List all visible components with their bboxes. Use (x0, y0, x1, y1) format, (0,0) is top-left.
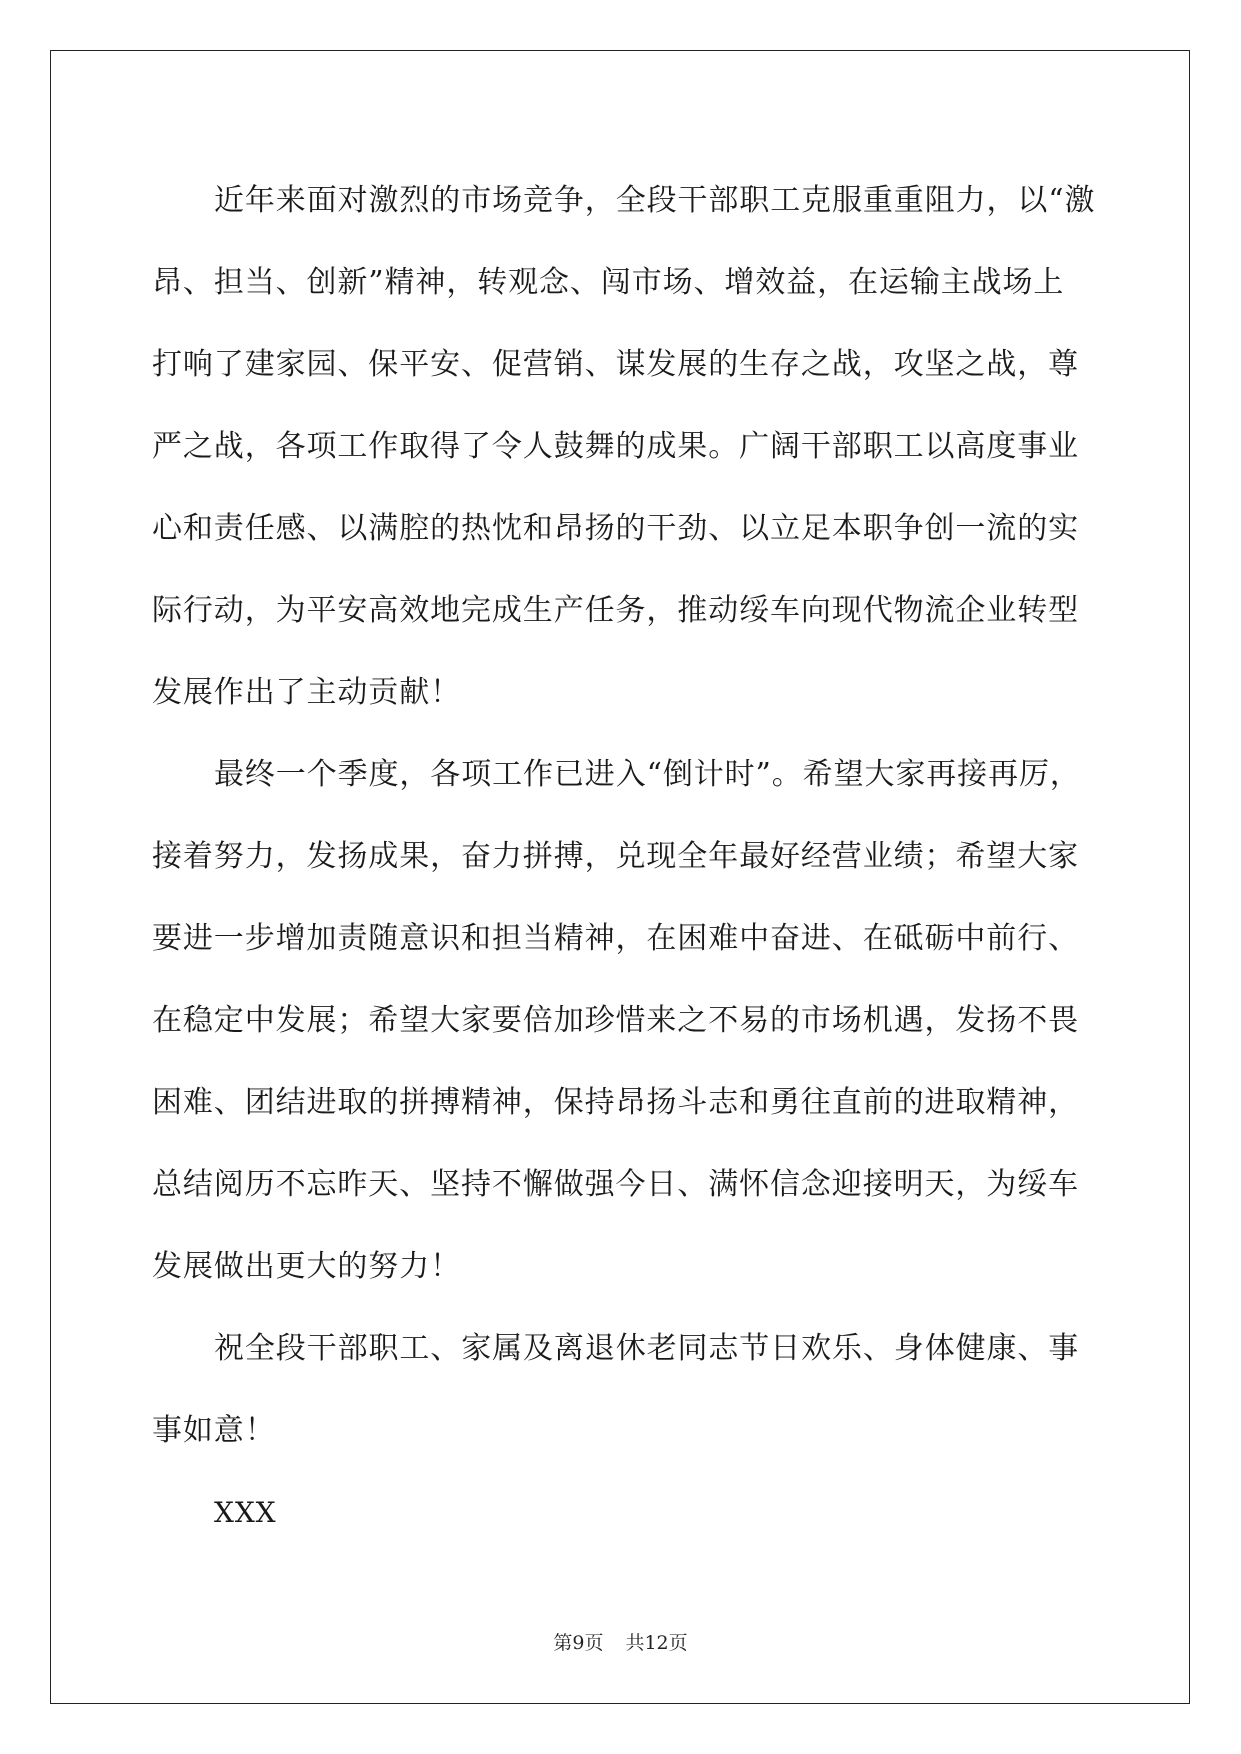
text-line: 发展做出更大的努力！ (152, 1249, 461, 1284)
text-line: 心和责任感、以满腔的热忱和昂扬的干劲、以立足本职争创一流的实 (152, 511, 1079, 546)
text-line: 打响了建家园、保平安、促营销、谋发展的生存之战，攻坚之战，尊 (152, 347, 1079, 382)
text-line: 事如意！ (152, 1413, 276, 1448)
text-line: 在稳定中发展；希望大家要倍加珍惜来之不易的市场机遇，发扬不畏 (152, 1003, 1079, 1038)
paragraph-3 (152, 1308, 1092, 1472)
text-line: 要进一步增加责随意识和担当精神，在困难中奋进、在砥砺中前行、 (152, 921, 1079, 956)
paragraph-2 (152, 734, 1092, 1308)
paragraph-1 (152, 160, 1096, 734)
text-line: 祝全段干部职工、家属及离退休老同志节日欢乐、身体健康、事 (214, 1331, 1080, 1366)
page-number: 第9页 (553, 1632, 604, 1654)
text-line: 最终一个季度，各项工作已进入“倒计时”。希望大家再接再厉， (214, 757, 1081, 792)
text-line: 严之战，各项工作取得了令人鼓舞的成果。广阔干部职工以高度事业 (152, 429, 1079, 464)
text-line: 昂、担当、创新”精神，转观念、闯市场、增效益，在运输主战场上 (152, 265, 1065, 300)
text-line: 总结阅历不忘昨天、坚持不懈做强今日、满怀信念迎接明天，为绥车 (152, 1167, 1079, 1202)
signature: XXX (214, 1496, 277, 1529)
text-line: 困难、团结进取的拼搏精神，保持昂扬斗志和勇往直前的进取精神， (152, 1085, 1079, 1120)
document-body (152, 160, 1096, 1554)
text-line: 际行动，为平安高效地完成生产任务，推动绥车向现代物流企业转型 (152, 593, 1079, 628)
text-line: 接着努力，发扬成果，奋力拼搏，兑现全年最好经营业绩；希望大家 (152, 839, 1079, 874)
page-total: 共12页 (625, 1632, 688, 1654)
text-line: 近年来面对激烈的市场竞争，全段干部职工克服重重阻力，以“激 (214, 183, 1096, 218)
text-line: 发展作出了主动贡献！ (152, 675, 461, 710)
page-footer (0, 1628, 1241, 1655)
